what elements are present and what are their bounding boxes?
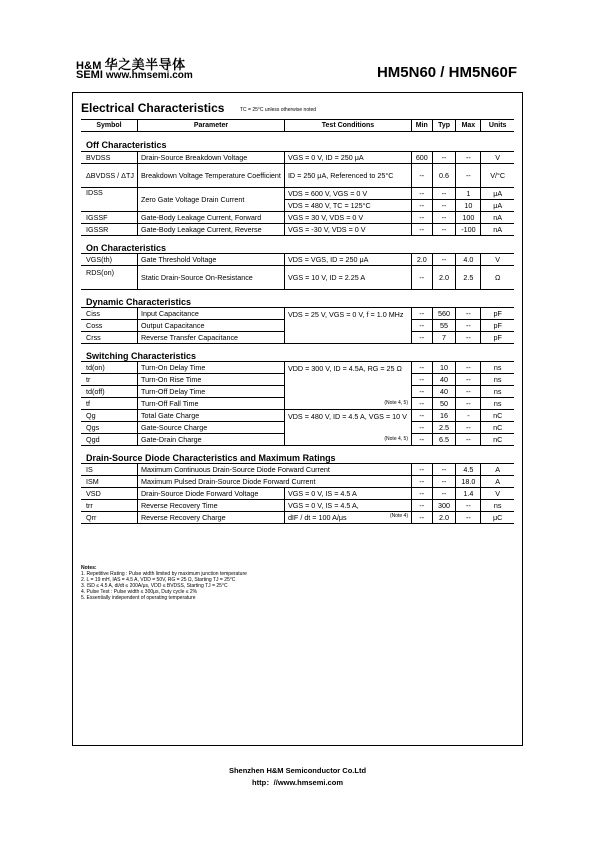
min-cell: 2.0	[412, 254, 433, 266]
table-row	[81, 410, 514, 422]
col-header: Symbol	[81, 120, 137, 132]
table-row	[81, 512, 514, 524]
typ-cell: --	[432, 212, 456, 224]
table-row	[81, 254, 514, 266]
unit-cell: A	[481, 464, 514, 476]
parameter-cell: Gate-Body Leakage Current, Forward	[137, 212, 284, 224]
section-condition: TC = 25°C unless otherwise noted	[240, 107, 317, 113]
section-heading-row	[81, 236, 514, 254]
unit-cell: ns	[481, 386, 514, 398]
switching-condition-a: VDD = 300 V, ID = 4.5A, RG = 25 Ω	[287, 364, 402, 373]
max-cell: --	[456, 362, 481, 374]
typ-cell: --	[432, 224, 456, 236]
parameter-cell: Breakdown Voltage Temperature Coefficient	[137, 164, 284, 188]
typ-cell: 2.0	[432, 512, 456, 524]
min-cell: --	[412, 464, 433, 476]
parameter-cell: Gate-Source Charge	[137, 422, 284, 434]
parameter-cell: Turn-On Rise Time	[137, 374, 284, 386]
typ-cell: 16	[432, 410, 456, 422]
logo-en: H&M	[76, 60, 102, 72]
footer-company: Shenzhen H&M Semiconductor Co.Ltd	[228, 766, 367, 775]
symbol-cell: RDS(on)	[81, 266, 137, 290]
col-header: Typ	[432, 120, 456, 132]
section-heading-row	[81, 344, 514, 362]
table-row	[81, 476, 514, 488]
parameter-cell: Reverse Transfer Capacitance	[137, 332, 284, 344]
max-cell: --	[456, 422, 481, 434]
symbol-cell: Qg	[81, 410, 137, 422]
table-row	[81, 308, 514, 320]
switching-condition-b: VDS = 480 V, ID = 4.5 A, VGS = 10 V	[287, 412, 407, 421]
min-cell: --	[412, 398, 433, 410]
min-cell: --	[412, 188, 433, 200]
unit-cell: μA	[481, 200, 514, 212]
max-cell: 10	[456, 200, 481, 212]
unit-cell: ns	[481, 374, 514, 386]
symbol-cell: ISM	[81, 476, 137, 488]
typ-cell: 10	[432, 362, 456, 374]
unit-cell: ns	[481, 500, 514, 512]
qrr-condition: dIF / dt = 100 A/μs	[287, 512, 347, 522]
symbol-cell: td(on)	[81, 362, 137, 374]
unit-cell: pF	[481, 308, 514, 320]
symbol-cell: BVDSS	[81, 152, 137, 164]
max-cell: 4.0	[456, 254, 481, 266]
unit-cell: nA	[481, 224, 514, 236]
unit-cell: pF	[481, 320, 514, 332]
max-cell: -100	[456, 224, 481, 236]
note-ref: (Note 4, 5)	[384, 400, 408, 406]
table-header-row	[81, 120, 514, 132]
unit-cell: ns	[481, 362, 514, 374]
max-cell: --	[456, 374, 481, 386]
symbol-cell: td(off)	[81, 386, 137, 398]
typ-cell: 6.5	[432, 434, 456, 446]
parameter-cell: Output Capacitance	[137, 320, 284, 332]
unit-cell: μA	[481, 188, 514, 200]
max-cell: 100	[456, 212, 481, 224]
max-cell: --	[456, 386, 481, 398]
company-logo	[76, 54, 216, 84]
max-cell: --	[456, 164, 481, 188]
note-item: 4. Pulse Test : Pulse width ≤ 300μs, Duty cycle ≤ 2%	[81, 589, 198, 595]
max-cell: 18.0	[456, 476, 481, 488]
min-cell: --	[412, 200, 433, 212]
max-cell: 1.4	[456, 488, 481, 500]
section-heading: Off Characteristics	[86, 140, 167, 150]
typ-cell: --	[432, 464, 456, 476]
parameter-cell: Maximum Pulsed Drain-Source Diode Forward Current	[137, 476, 411, 488]
condition-cell: VDS = VGS, ID = 250 μA	[284, 254, 411, 266]
table-row	[81, 488, 514, 500]
col-header: Min	[412, 120, 433, 132]
notes-title: Notes:	[81, 565, 97, 571]
condition-cell: ID = 250 μA, Referenced to 25°C	[284, 164, 411, 188]
min-cell: --	[412, 212, 433, 224]
condition-cell: VGS = 0 V, IS = 4.5 A,	[284, 500, 411, 512]
symbol-cell: IGSSR	[81, 224, 137, 236]
condition-cell: VDS = 480 V, TC = 125°C	[284, 200, 411, 212]
condition-cell: VDS = 25 V, VGS = 0 V, f = 1.0 MHz	[284, 308, 411, 344]
min-cell: --	[412, 362, 433, 374]
typ-cell: 2.0	[432, 266, 456, 290]
min-cell: --	[412, 224, 433, 236]
parameter-cell: Drain-Source Breakdown Voltage	[137, 152, 284, 164]
typ-cell: --	[432, 200, 456, 212]
unit-cell: μC	[481, 512, 514, 524]
typ-cell: 40	[432, 374, 456, 386]
max-cell: --	[456, 152, 481, 164]
unit-cell: V	[481, 488, 514, 500]
table-row	[81, 224, 514, 236]
table-row	[81, 164, 514, 188]
condition-cell: VGS = 30 V, VDS = 0 V	[284, 212, 411, 224]
symbol-cell: IS	[81, 464, 137, 476]
symbol-cell: tf	[81, 398, 137, 410]
symbol-cell: trr	[81, 500, 137, 512]
unit-cell: nC	[481, 422, 514, 434]
max-cell: --	[456, 320, 481, 332]
max-cell: -	[456, 410, 481, 422]
parameter-cell: Gate-Body Leakage Current, Reverse	[137, 224, 284, 236]
max-cell: --	[456, 500, 481, 512]
typ-cell: --	[432, 476, 456, 488]
parameter-cell: Maximum Continuous Drain-Source Diode Forward Current	[137, 464, 411, 476]
max-cell: --	[456, 332, 481, 344]
col-header: Units	[481, 120, 514, 132]
parameter-cell: Static Drain-Source On-Resistance	[137, 266, 284, 290]
typ-cell: 0.6	[432, 164, 456, 188]
note-item: 2. L = 19 mH, IAS = 4.5 A, VDD = 50V, RG = 25 Ω, Starting TJ = 25°C	[81, 577, 236, 583]
unit-cell: V	[481, 152, 514, 164]
unit-cell: ns	[481, 398, 514, 410]
min-cell: --	[412, 488, 433, 500]
section-heading-row	[81, 290, 514, 308]
condition-cell: VGS = -30 V, VDS = 0 V	[284, 224, 411, 236]
min-cell: --	[412, 422, 433, 434]
parameter-cell: Gate Threshold Voltage	[137, 254, 284, 266]
symbol-cell: Qgs	[81, 422, 137, 434]
footer-url[interactable]: http：//www.hmsemi.com	[252, 778, 343, 787]
unit-cell: V/°C	[481, 164, 514, 188]
note-ref: (Note 4)	[389, 513, 408, 519]
parameter-cell: Gate-Drain Charge	[137, 434, 284, 446]
parameter-cell: Input Capacitance	[137, 308, 284, 320]
typ-cell: 50	[432, 398, 456, 410]
section-heading-row	[81, 446, 514, 464]
parameter-cell: Turn-Off Fall Time	[137, 398, 284, 410]
parameter-cell: Total Gate Charge	[137, 410, 284, 422]
symbol-cell: VGS(th)	[81, 254, 137, 266]
section-heading-row	[81, 132, 514, 152]
typ-cell: 560	[432, 308, 456, 320]
min-cell: --	[412, 320, 433, 332]
min-cell: --	[412, 164, 433, 188]
condition-cell	[284, 410, 411, 446]
symbol-cell: IGSSF	[81, 212, 137, 224]
condition-cell: VGS = 10 V, ID = 2.25 A	[284, 266, 411, 290]
note-item: 3. ISD ≤ 4.5 A, di/dt ≤ 200A/μs, VDD ≤ BVDSS, Starting TJ = 25°C	[81, 583, 228, 589]
symbol-cell: ΔBVDSS / ΔTJ	[81, 164, 137, 188]
condition-cell	[284, 362, 411, 410]
unit-cell: nC	[481, 410, 514, 422]
symbol-cell: Qgd	[81, 434, 137, 446]
min-cell: --	[412, 512, 433, 524]
table-row	[81, 464, 514, 476]
parameter-cell: Turn-On Delay Time	[137, 362, 284, 374]
typ-cell: 40	[432, 386, 456, 398]
symbol-cell: Coss	[81, 320, 137, 332]
symbol-cell: Qrr	[81, 512, 137, 524]
table-row	[81, 500, 514, 512]
unit-cell: nC	[481, 434, 514, 446]
part-number: HM5N60 / HM5N60F	[376, 64, 517, 81]
col-header: Max	[456, 120, 481, 132]
logo-semi: SEMI	[76, 69, 103, 81]
max-cell: 4.5	[456, 464, 481, 476]
max-cell: --	[456, 434, 481, 446]
min-cell: 600	[412, 152, 433, 164]
condition-cell	[284, 512, 411, 524]
note-item: 5. Essentially independent of operating temperature	[81, 595, 196, 601]
note-ref: (Note 4, 5)	[384, 436, 408, 442]
typ-cell: --	[432, 152, 456, 164]
symbol-cell: tr	[81, 374, 137, 386]
max-cell: --	[456, 398, 481, 410]
min-cell: --	[412, 332, 433, 344]
condition-cell: VDS = 600 V, VGS = 0 V	[284, 188, 411, 200]
parameter-cell: Drain-Source Diode Forward Voltage	[137, 488, 284, 500]
col-header: Test Conditions	[284, 120, 411, 132]
min-cell: --	[412, 266, 433, 290]
parameter-cell: Reverse Recovery Charge	[137, 512, 284, 524]
unit-cell: A	[481, 476, 514, 488]
typ-cell: --	[432, 188, 456, 200]
symbol-cell: Ciss	[81, 308, 137, 320]
unit-cell: pF	[481, 332, 514, 344]
note-item: 1. Repetitive Rating : Pulse width limited by maximum junction temperature	[81, 571, 247, 577]
section-title: Electrical Characteristics	[81, 101, 225, 115]
unit-cell: nA	[481, 212, 514, 224]
condition-cell: VGS = 0 V, IS = 4.5 A	[284, 488, 411, 500]
parameter-cell: Zero Gate Voltage Drain Current	[137, 188, 284, 212]
col-header: Parameter	[137, 120, 284, 132]
section-heading: On Characteristics	[86, 243, 167, 253]
min-cell: --	[412, 410, 433, 422]
section-heading: Switching Characteristics	[86, 351, 197, 361]
typ-cell: --	[432, 488, 456, 500]
unit-cell: Ω	[481, 266, 514, 290]
typ-cell: 55	[432, 320, 456, 332]
min-cell: --	[412, 476, 433, 488]
condition-cell: VGS = 0 V, ID = 250 μA	[284, 152, 411, 164]
notes-block	[81, 565, 247, 601]
min-cell: --	[412, 374, 433, 386]
min-cell: --	[412, 308, 433, 320]
table-row	[81, 212, 514, 224]
typ-cell: 7	[432, 332, 456, 344]
max-cell: 2.5	[456, 266, 481, 290]
parameter-cell: Turn-Off Delay Time	[137, 386, 284, 398]
section-heading: Dynamic Characteristics	[86, 297, 192, 307]
typ-cell: 300	[432, 500, 456, 512]
table-row	[81, 362, 514, 374]
min-cell: --	[412, 386, 433, 398]
table-row	[81, 188, 514, 200]
typ-cell: 2.5	[432, 422, 456, 434]
typ-cell: --	[432, 254, 456, 266]
max-cell: --	[456, 308, 481, 320]
unit-cell: V	[481, 254, 514, 266]
table-row	[81, 266, 514, 290]
min-cell: --	[412, 434, 433, 446]
symbol-cell: Crss	[81, 332, 137, 344]
table-row	[81, 152, 514, 164]
max-cell: 1	[456, 188, 481, 200]
logo-cn: 华之美半导体	[104, 57, 186, 72]
max-cell: --	[456, 512, 481, 524]
logo-url: www.hmsemi.com	[105, 70, 193, 81]
section-heading: Drain-Source Diode Characteristics and Maximum Ratings	[86, 453, 336, 463]
symbol-cell: VSD	[81, 488, 137, 500]
electrical-characteristics-table	[81, 119, 514, 524]
parameter-cell: Reverse Recovery Time	[137, 500, 284, 512]
min-cell: --	[412, 500, 433, 512]
symbol-cell: IDSS	[81, 188, 137, 212]
